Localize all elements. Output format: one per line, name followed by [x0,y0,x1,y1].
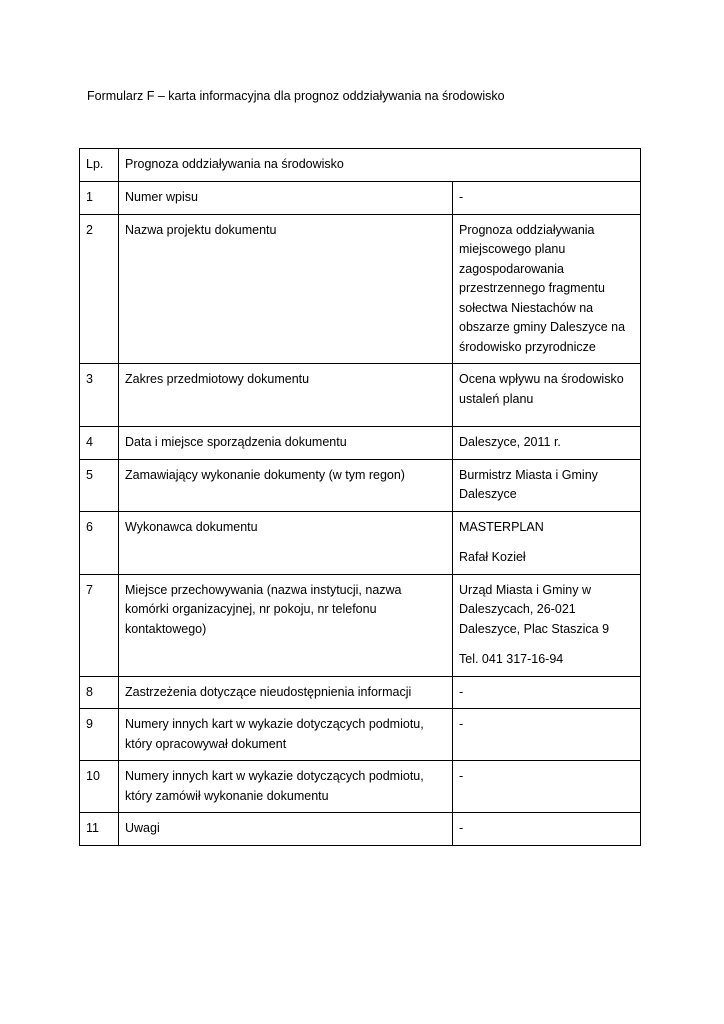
row-number: 3 [80,364,119,427]
row-number: 7 [80,574,119,676]
row-value: MASTERPLAN Rafał Kozieł [453,511,641,574]
header-lp: Lp. [80,149,119,182]
row-label: Zamawiający wykonanie dokumenty (w tym regon) [119,459,453,511]
row-label: Nazwa projektu dokumentu [119,214,453,364]
table-row [80,427,641,460]
info-card-table [79,148,641,846]
table-row [80,676,641,709]
row-value: Burmistrz Miasta i Gminy Daleszyce [453,459,641,511]
row-label: Miejsce przechowywania (nazwa instytucji, nazwa komórki organizacyjnej, nr pokoju, nr telefonu kontaktowego) [119,574,453,676]
table-row [80,459,641,511]
row-number: 4 [80,427,119,460]
table-header-row [80,149,641,182]
row-label: Numer wpisu [119,182,453,215]
row-label: Wykonawca dokumentu [119,511,453,574]
row-number: 6 [80,511,119,574]
form-title: Formularz F – karta informacyjna dla prognoz oddziaływania na środowisko [87,89,505,103]
row-number: 9 [80,709,119,761]
row-value: Daleszyce, 2011 r. [453,427,641,460]
row-value: - [453,709,641,761]
table-row [80,511,641,574]
row-number: 10 [80,761,119,813]
header-title: Prognoza oddziaływania na środowisko [119,149,641,182]
table-row [80,574,641,676]
row-value: - [453,676,641,709]
row-number: 11 [80,813,119,846]
row-label: Data i miejsce sporządzenia dokumentu [119,427,453,460]
row-number: 2 [80,214,119,364]
row-label: Zastrzeżenia dotyczące nieudostępnienia informacji [119,676,453,709]
row-value: Ocena wpływu na środowisko ustaleń planu [453,364,641,427]
row-value: - [453,761,641,813]
row-number: 5 [80,459,119,511]
row-label: Uwagi [119,813,453,846]
row-number: 1 [80,182,119,215]
table-row [80,761,641,813]
row-label: Numery innych kart w wykazie dotyczących podmiotu, który opracowywał dokument [119,709,453,761]
table-row [80,364,641,427]
row-number: 8 [80,676,119,709]
table-row [80,182,641,215]
table-row [80,709,641,761]
row-value: Prognoza oddziaływania miejscowego planu zagospodarowania przestrzennego fragmentu sołectwa Niestachów na obszarze gminy Daleszyce na środowisko przyrodnicze [453,214,641,364]
row-label: Zakres przedmiotowy dokumentu [119,364,453,427]
table-row [80,813,641,846]
row-value: Urząd Miasta i Gminy w Daleszycach, 26-021 Daleszyce, Plac Staszica 9 Tel. 041 317-16-94 [453,574,641,676]
row-value: - [453,182,641,215]
row-label: Numery innych kart w wykazie dotyczących podmiotu, który zamówił wykonanie dokumentu [119,761,453,813]
table-row [80,214,641,364]
row-value: - [453,813,641,846]
